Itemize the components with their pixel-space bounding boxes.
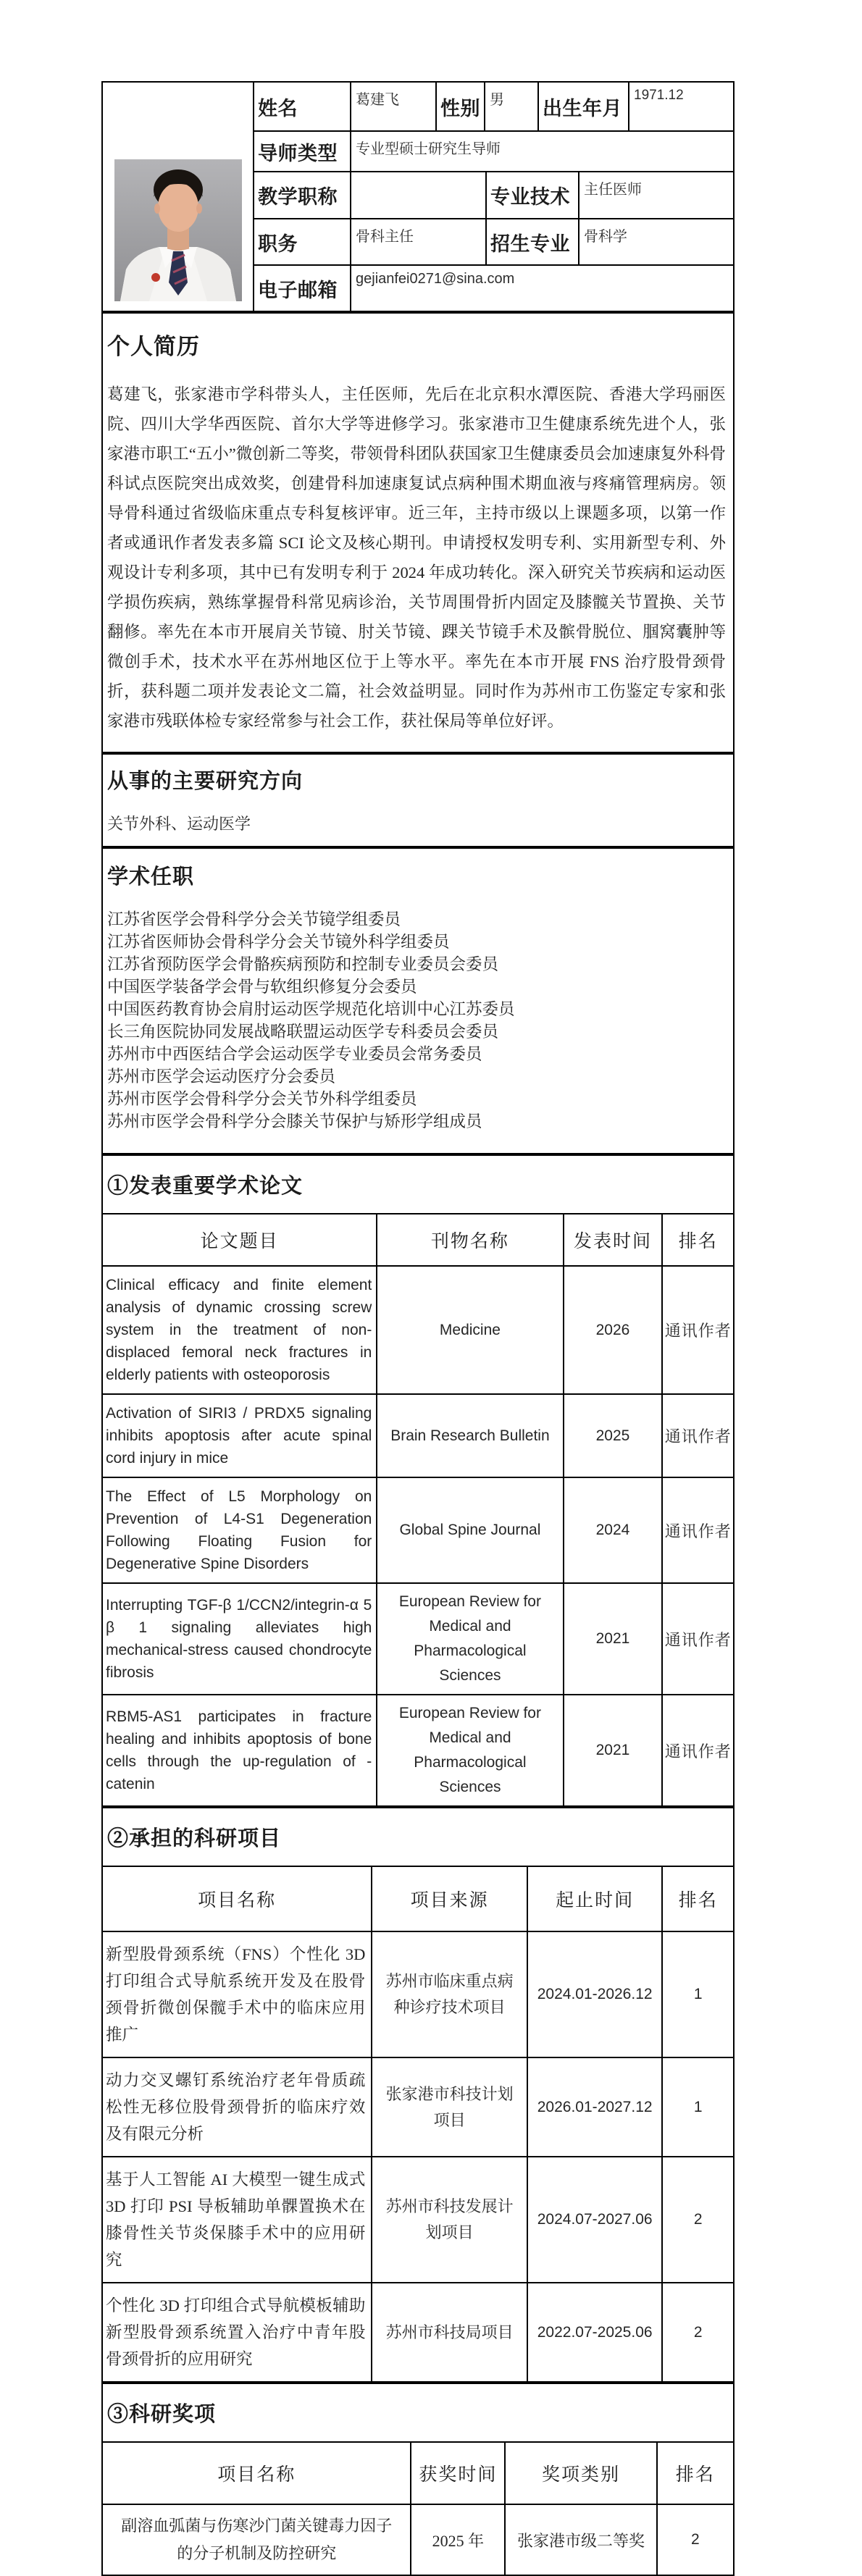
project-source-cell: 苏州市临床重点病种诊疗技术项目 bbox=[372, 1931, 527, 2057]
awards-title-row bbox=[102, 2383, 734, 2442]
mentor-type-value: 专业型硕士研究生导师 bbox=[356, 141, 501, 157]
project-rank-cell: 1 bbox=[662, 2057, 734, 2157]
info-row-titles bbox=[254, 172, 733, 219]
name-value: 葛建飞 bbox=[351, 83, 437, 130]
project-title-cell: 基于人工智能 AI 大模型一键生成式 3D 打印 PSI 导板辅助单髁置换术在膝骨性关节炎保膝手术中的应用研究 bbox=[102, 2157, 372, 2283]
personal-info-table bbox=[101, 81, 735, 312]
section-biography bbox=[101, 312, 735, 753]
mentor-type-label: 导师类型 bbox=[254, 132, 351, 171]
paper-year-cell: 2021 bbox=[564, 1695, 663, 1806]
biography-text: 葛建飞，张家港市学科带头人，主任医师，先后在北京积水潭医院、香港大学玛丽医院、四川大学华西医院、首尔大学等进修学习。张家港市卫生健康系统先进个人，张家港市职工“五小”微创新二等奖，带领骨科团队获国家卫生健康委员会加速康复外科骨科试点医院突出成效奖，创建骨科加速康复试点病种围术期血液与疼痛管理病房。领导骨科通过省级临床重点专科复核评审。近三年，主持市级以上课题多项，以第一作者或通讯作者发表多篇 SCI 论文及核心期刊。申请授权发明专利、实用新型专利、外观设计专利多项，其中已有发明专利于 2024 年成功转化。深入研究关节疾病和运动医学损伤疾病，熟练掌握骨科常见病诊治，关节周围骨折内固定及膝髋关节置换、关节翻修。率先在本市开展肩关节镜、肘关节镜、踝关节镜手术及髌骨脱位、腘窝囊肿等微创手术，技术水平在苏州地区位于上等水平。率先在本市开展 FNS 治疗股骨颈骨折，获科题二项并发表论文二篇，社会效益明显。同时作为苏州市工伤鉴定专家和张家港市残联体检专家经常参与社会工作，获社保局等单位好评。 bbox=[107, 385, 726, 730]
projects-title-row bbox=[102, 1808, 734, 1866]
project-period-cell: 2024.07-2027.06 bbox=[527, 2157, 663, 2283]
info-row-mentor-type bbox=[254, 132, 733, 172]
paper-rank-cell: 通讯作者 bbox=[662, 1695, 734, 1806]
academic-position-item: 苏州市中西医结合学会运动医学专业委员会常务委员 bbox=[107, 1045, 482, 1063]
prof-title-label: 专业技术 bbox=[487, 172, 579, 218]
projects-header-period: 起止时间 bbox=[527, 1866, 663, 1931]
awards-header-rank: 排名 bbox=[657, 2442, 734, 2504]
project-row bbox=[102, 2057, 734, 2157]
paper-year-cell: 2024 bbox=[564, 1477, 663, 1583]
portrait-photo-icon bbox=[114, 159, 242, 301]
awards-header-name: 项目名称 bbox=[102, 2442, 411, 2504]
academic-positions-list bbox=[107, 908, 726, 1133]
paper-year-cell: 2021 bbox=[564, 1583, 663, 1695]
projects-table bbox=[101, 1807, 735, 2383]
papers-header-journal: 刊物名称 bbox=[377, 1214, 563, 1266]
papers-section-title: ①发表重要学术论文 bbox=[102, 1155, 734, 1214]
academic-position-item: 苏州市医学会骨科学分会关节外科学组委员 bbox=[107, 1090, 417, 1108]
paper-journal-cell: Medicine bbox=[377, 1266, 563, 1394]
paper-rank-cell: 通讯作者 bbox=[662, 1477, 734, 1583]
project-rank-cell: 2 bbox=[662, 2157, 734, 2283]
project-rank-cell: 1 bbox=[662, 1931, 734, 2057]
papers-header-rank: 排名 bbox=[662, 1214, 734, 1266]
project-row bbox=[102, 2157, 734, 2283]
teaching-title-value bbox=[351, 172, 487, 218]
papers-table bbox=[101, 1154, 735, 1807]
birth-label: 出生年月 bbox=[539, 83, 629, 130]
enroll-major-label: 招生专业 bbox=[487, 219, 579, 264]
academic-position-item: 长三角医院协同发展战略联盟运动医学专科委员会委员 bbox=[107, 1023, 499, 1041]
paper-title-cell: The Effect of L5 Morphology on Prevention of L4-S1 Degeneration Following Floating Fusion for Degenerative Spine Disorders bbox=[102, 1477, 377, 1583]
projects-section-title: ②承担的科研项目 bbox=[102, 1808, 734, 1866]
award-title-cell: 副溶血弧菌与伤寒沙门菌关键毒力因子的分子机制及防控研究 bbox=[102, 2504, 411, 2575]
project-source-cell: 苏州市科技局项目 bbox=[372, 2283, 527, 2382]
awards-table bbox=[101, 2383, 735, 2576]
academic-positions-title: 学术任职 bbox=[107, 865, 195, 889]
paper-journal-cell: European Review for Medical and Pharmacological Sciences bbox=[377, 1583, 563, 1695]
project-title-cell: 个性化 3D 打印组合式导航模板辅助新型股骨颈系统置入治疗中青年股骨颈骨折的应用研究 bbox=[102, 2283, 372, 2382]
projects-header-row bbox=[102, 1866, 734, 1931]
paper-row bbox=[102, 1477, 734, 1583]
papers-header-row bbox=[102, 1214, 734, 1266]
photo-cell bbox=[103, 83, 254, 311]
awards-header-time: 获奖时间 bbox=[411, 2442, 505, 2504]
name-label: 姓名 bbox=[254, 83, 351, 130]
position-value: 骨科主任 bbox=[351, 219, 487, 264]
section-academic-positions bbox=[101, 847, 735, 1154]
research-direction-text: 关节外科、运动医学 bbox=[107, 815, 251, 833]
profile-document bbox=[101, 81, 735, 2576]
paper-title-cell: Clinical efficacy and finite element analysis of dynamic crossing screw system in the treatment of non-displaced femoral neck fractures in elderly patients with osteoporosis bbox=[102, 1266, 377, 1394]
awards-section-title: ③科研奖项 bbox=[102, 2383, 734, 2442]
projects-header-name: 项目名称 bbox=[102, 1866, 372, 1931]
section-research-direction bbox=[101, 753, 735, 847]
academic-position-item: 江苏省预防医学会骨骼疾病预防和控制专业委员会委员 bbox=[107, 955, 499, 973]
award-row bbox=[102, 2504, 734, 2575]
awards-header-category: 奖项类别 bbox=[505, 2442, 656, 2504]
academic-position-item: 苏州市医学会骨科学分会膝关节保护与矫形学组成员 bbox=[107, 1112, 482, 1130]
project-row bbox=[102, 2283, 734, 2382]
info-row-email bbox=[254, 266, 733, 311]
gender-label: 性别 bbox=[437, 83, 485, 130]
papers-header-year: 发表时间 bbox=[564, 1214, 663, 1266]
project-row bbox=[102, 1931, 734, 2057]
gender-value: 男 bbox=[485, 83, 539, 130]
project-period-cell: 2024.01-2026.12 bbox=[527, 1931, 663, 2057]
paper-rank-cell: 通讯作者 bbox=[662, 1394, 734, 1477]
academic-position-item: 江苏省医师协会骨科学分会关节镜外科学组委员 bbox=[107, 933, 450, 951]
paper-journal-cell: Global Spine Journal bbox=[377, 1477, 563, 1583]
project-rank-cell: 2 bbox=[662, 2283, 734, 2382]
enroll-major-value: 骨科学 bbox=[584, 229, 627, 245]
papers-title-row bbox=[102, 1155, 734, 1214]
research-direction-title: 从事的主要研究方向 bbox=[107, 770, 304, 793]
teaching-title-label: 教学职称 bbox=[254, 172, 351, 218]
project-title-cell: 新型股骨颈系统（FNS）个性化 3D 打印组合式导航系统开发及在股骨颈骨折微创保髋手术中的临床应用推广 bbox=[102, 1931, 372, 2057]
academic-position-item: 中国医学装备学会骨与软组织修复分会委员 bbox=[107, 978, 417, 996]
academic-position-item: 江苏省医学会骨科学分会关节镜学组委员 bbox=[107, 910, 401, 928]
project-period-cell: 2022.07-2025.06 bbox=[527, 2283, 663, 2382]
projects-header-rank: 排名 bbox=[662, 1866, 734, 1931]
position-label: 职务 bbox=[254, 219, 351, 264]
award-rank-cell: 2 bbox=[657, 2504, 734, 2575]
projects-header-source: 项目来源 bbox=[372, 1866, 527, 1931]
award-category-cell: 张家港市级二等奖 bbox=[505, 2504, 656, 2575]
paper-title-cell: Activation of SIRI3 / PRDX5 signaling inhibits apoptosis after acute spinal cord injury in mice bbox=[102, 1394, 377, 1477]
paper-title-cell: Interrupting TGF-β 1/CCN2/integrin-α 5 β 1 signaling alleviates high mechanical-stress caused chondrocyte fibrosis bbox=[102, 1583, 377, 1695]
awards-header-row bbox=[102, 2442, 734, 2504]
award-time-cell: 2025 年 bbox=[411, 2504, 505, 2575]
project-source-cell: 张家港市科技计划项目 bbox=[372, 2057, 527, 2157]
biography-title: 个人简历 bbox=[107, 334, 200, 359]
prof-title-value: 主任医师 bbox=[584, 182, 642, 198]
paper-rank-cell: 通讯作者 bbox=[662, 1583, 734, 1695]
paper-row bbox=[102, 1394, 734, 1477]
info-row-name bbox=[254, 83, 733, 132]
academic-position-item: 中国医药教育协会肩肘运动医学规范化培训中心江苏委员 bbox=[107, 1000, 515, 1018]
paper-journal-cell: European Review for Medical and Pharmacological Sciences bbox=[377, 1695, 563, 1806]
paper-journal-cell: Brain Research Bulletin bbox=[377, 1394, 563, 1477]
email-value: gejianfei0271@sina.com bbox=[356, 271, 515, 287]
papers-header-title: 论文题目 bbox=[102, 1214, 377, 1266]
project-title-cell: 动力交叉螺钉系统治疗老年骨质疏松性无移位股骨颈骨折的临床疗效及有限元分析 bbox=[102, 2057, 372, 2157]
project-period-cell: 2026.01-2027.12 bbox=[527, 2057, 663, 2157]
paper-rank-cell: 通讯作者 bbox=[662, 1266, 734, 1394]
paper-title-cell: RBM5-AS1 participates in fracture healing and inhibits apoptosis of bone cells through the up-regulation of -catenin bbox=[102, 1695, 377, 1806]
info-rows bbox=[254, 83, 733, 311]
paper-row bbox=[102, 1583, 734, 1695]
birth-value: 1971.12 bbox=[634, 88, 684, 103]
paper-row bbox=[102, 1266, 734, 1394]
paper-year-cell: 2025 bbox=[564, 1394, 663, 1477]
paper-year-cell: 2026 bbox=[564, 1266, 663, 1394]
email-label: 电子邮箱 bbox=[254, 266, 351, 311]
academic-position-item: 苏州市医学会运动医疗分会委员 bbox=[107, 1067, 336, 1086]
project-source-cell: 苏州市科技发展计划项目 bbox=[372, 2157, 527, 2283]
info-row-position bbox=[254, 219, 733, 266]
paper-row bbox=[102, 1695, 734, 1806]
